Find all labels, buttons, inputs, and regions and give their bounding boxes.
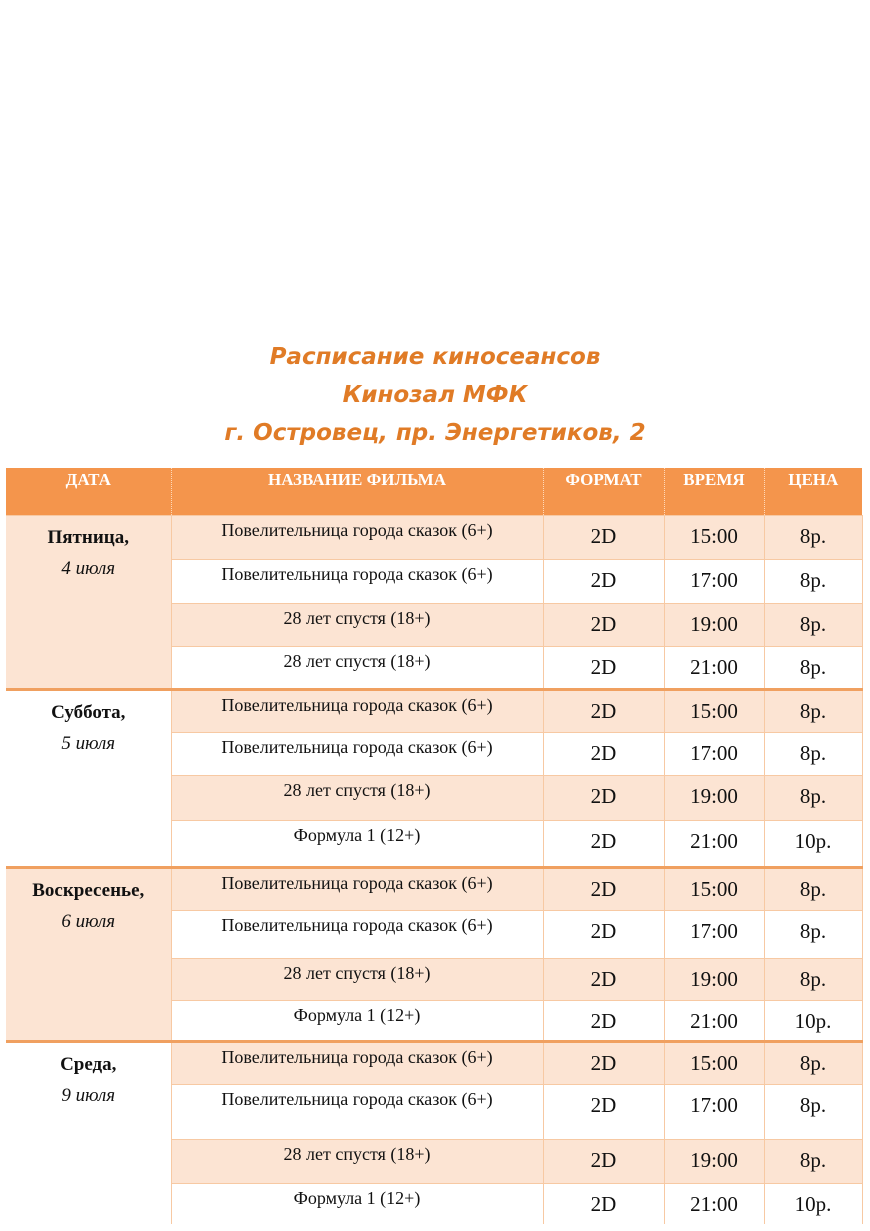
day-date: 9 июля (61, 1085, 116, 1106)
price-cell: 8р. (764, 1042, 862, 1085)
time-cell: 19:00 (664, 1140, 764, 1184)
time-cell: 19:00 (664, 604, 764, 647)
time-cell: 17:00 (664, 911, 764, 959)
day-date: 6 июля (61, 911, 116, 932)
day-name: Воскресенье, (32, 880, 145, 901)
price-cell: 8р. (764, 604, 862, 647)
time-cell: 21:00 (664, 1184, 764, 1224)
column-header-format: ФОРМАТ (543, 468, 664, 516)
time-cell: 15:00 (664, 868, 764, 911)
schedule-header (0, 338, 870, 452)
film-name: 28 лет спустя (18+) (171, 604, 543, 647)
format-cell: 2D (543, 868, 664, 911)
format-cell: 2D (543, 733, 664, 776)
day-name: Среда, (60, 1054, 117, 1075)
price-cell: 8р. (764, 868, 862, 911)
time-cell: 15:00 (664, 1042, 764, 1085)
price-cell: 8р. (764, 1085, 862, 1140)
format-cell: 2D (543, 690, 664, 733)
film-name: Повелительница города сказок (6+) (171, 560, 543, 604)
film-name: 28 лет спустя (18+) (171, 647, 543, 690)
table-row (6, 868, 862, 911)
film-name: Повелительница города сказок (6+) (171, 911, 543, 959)
header-address: г. Островец, пр. Энергетиков, 2 (224, 420, 646, 446)
day-name: Суббота, (51, 702, 126, 723)
price-cell: 8р. (764, 516, 862, 560)
table-row (6, 690, 862, 733)
column-header-time: ВРЕМЯ (664, 468, 764, 516)
film-name: Повелительница города сказок (6+) (171, 1085, 543, 1140)
price-cell: 8р. (764, 647, 862, 690)
time-cell: 21:00 (664, 1001, 764, 1042)
price-cell: 10р. (764, 1184, 862, 1224)
price-cell: 10р. (764, 1001, 862, 1042)
time-cell: 15:00 (664, 516, 764, 560)
time-cell: 17:00 (664, 560, 764, 604)
table-row (6, 1042, 862, 1085)
column-header-film: НАЗВАНИЕ ФИЛЬМА (171, 468, 543, 516)
film-name: Формула 1 (12+) (171, 1001, 543, 1042)
header-title: Расписание киносеансов (269, 344, 601, 370)
time-cell: 17:00 (664, 733, 764, 776)
format-cell: 2D (543, 1184, 664, 1224)
header-cinema-name: Кинозал МФК (342, 382, 528, 408)
price-cell: 8р. (764, 690, 862, 733)
day-cell (6, 516, 171, 690)
price-cell: 8р. (764, 1140, 862, 1184)
column-header-date: ДАТА (6, 468, 171, 516)
film-name: 28 лет спустя (18+) (171, 1140, 543, 1184)
film-name: Повелительница города сказок (6+) (171, 868, 543, 911)
time-cell: 19:00 (664, 776, 764, 821)
film-name: Повелительница города сказок (6+) (171, 1042, 543, 1085)
format-cell: 2D (543, 1140, 664, 1184)
format-cell: 2D (543, 647, 664, 690)
film-name: Формула 1 (12+) (171, 821, 543, 868)
price-cell: 10р. (764, 821, 862, 868)
format-cell: 2D (543, 911, 664, 959)
film-name: Повелительница города сказок (6+) (171, 690, 543, 733)
column-header-price: ЦЕНА (764, 468, 862, 516)
schedule-table (6, 468, 863, 1224)
table-header-row (6, 468, 862, 516)
film-name: 28 лет спустя (18+) (171, 959, 543, 1001)
schedule-body (6, 516, 862, 1224)
film-name: Повелительница города сказок (6+) (171, 516, 543, 560)
price-cell: 8р. (764, 733, 862, 776)
time-cell: 17:00 (664, 1085, 764, 1140)
format-cell: 2D (543, 516, 664, 560)
day-cell (6, 1042, 171, 1224)
film-name: Повелительница города сказок (6+) (171, 733, 543, 776)
price-cell: 8р. (764, 776, 862, 821)
time-cell: 15:00 (664, 690, 764, 733)
day-cell (6, 868, 171, 1042)
day-date: 4 июля (61, 558, 116, 579)
price-cell: 8р. (764, 911, 862, 959)
film-name: 28 лет спустя (18+) (171, 776, 543, 821)
table-row (6, 516, 862, 560)
format-cell: 2D (543, 776, 664, 821)
day-date: 5 июля (61, 733, 116, 754)
format-cell: 2D (543, 1001, 664, 1042)
format-cell: 2D (543, 959, 664, 1001)
time-cell: 21:00 (664, 821, 764, 868)
price-cell: 8р. (764, 959, 862, 1001)
time-cell: 21:00 (664, 647, 764, 690)
format-cell: 2D (543, 560, 664, 604)
film-name: Формула 1 (12+) (171, 1184, 543, 1224)
price-cell: 8р. (764, 560, 862, 604)
day-name: Пятница, (47, 527, 129, 548)
format-cell: 2D (543, 1085, 664, 1140)
time-cell: 19:00 (664, 959, 764, 1001)
format-cell: 2D (543, 1042, 664, 1085)
format-cell: 2D (543, 821, 664, 868)
day-cell (6, 690, 171, 868)
format-cell: 2D (543, 604, 664, 647)
